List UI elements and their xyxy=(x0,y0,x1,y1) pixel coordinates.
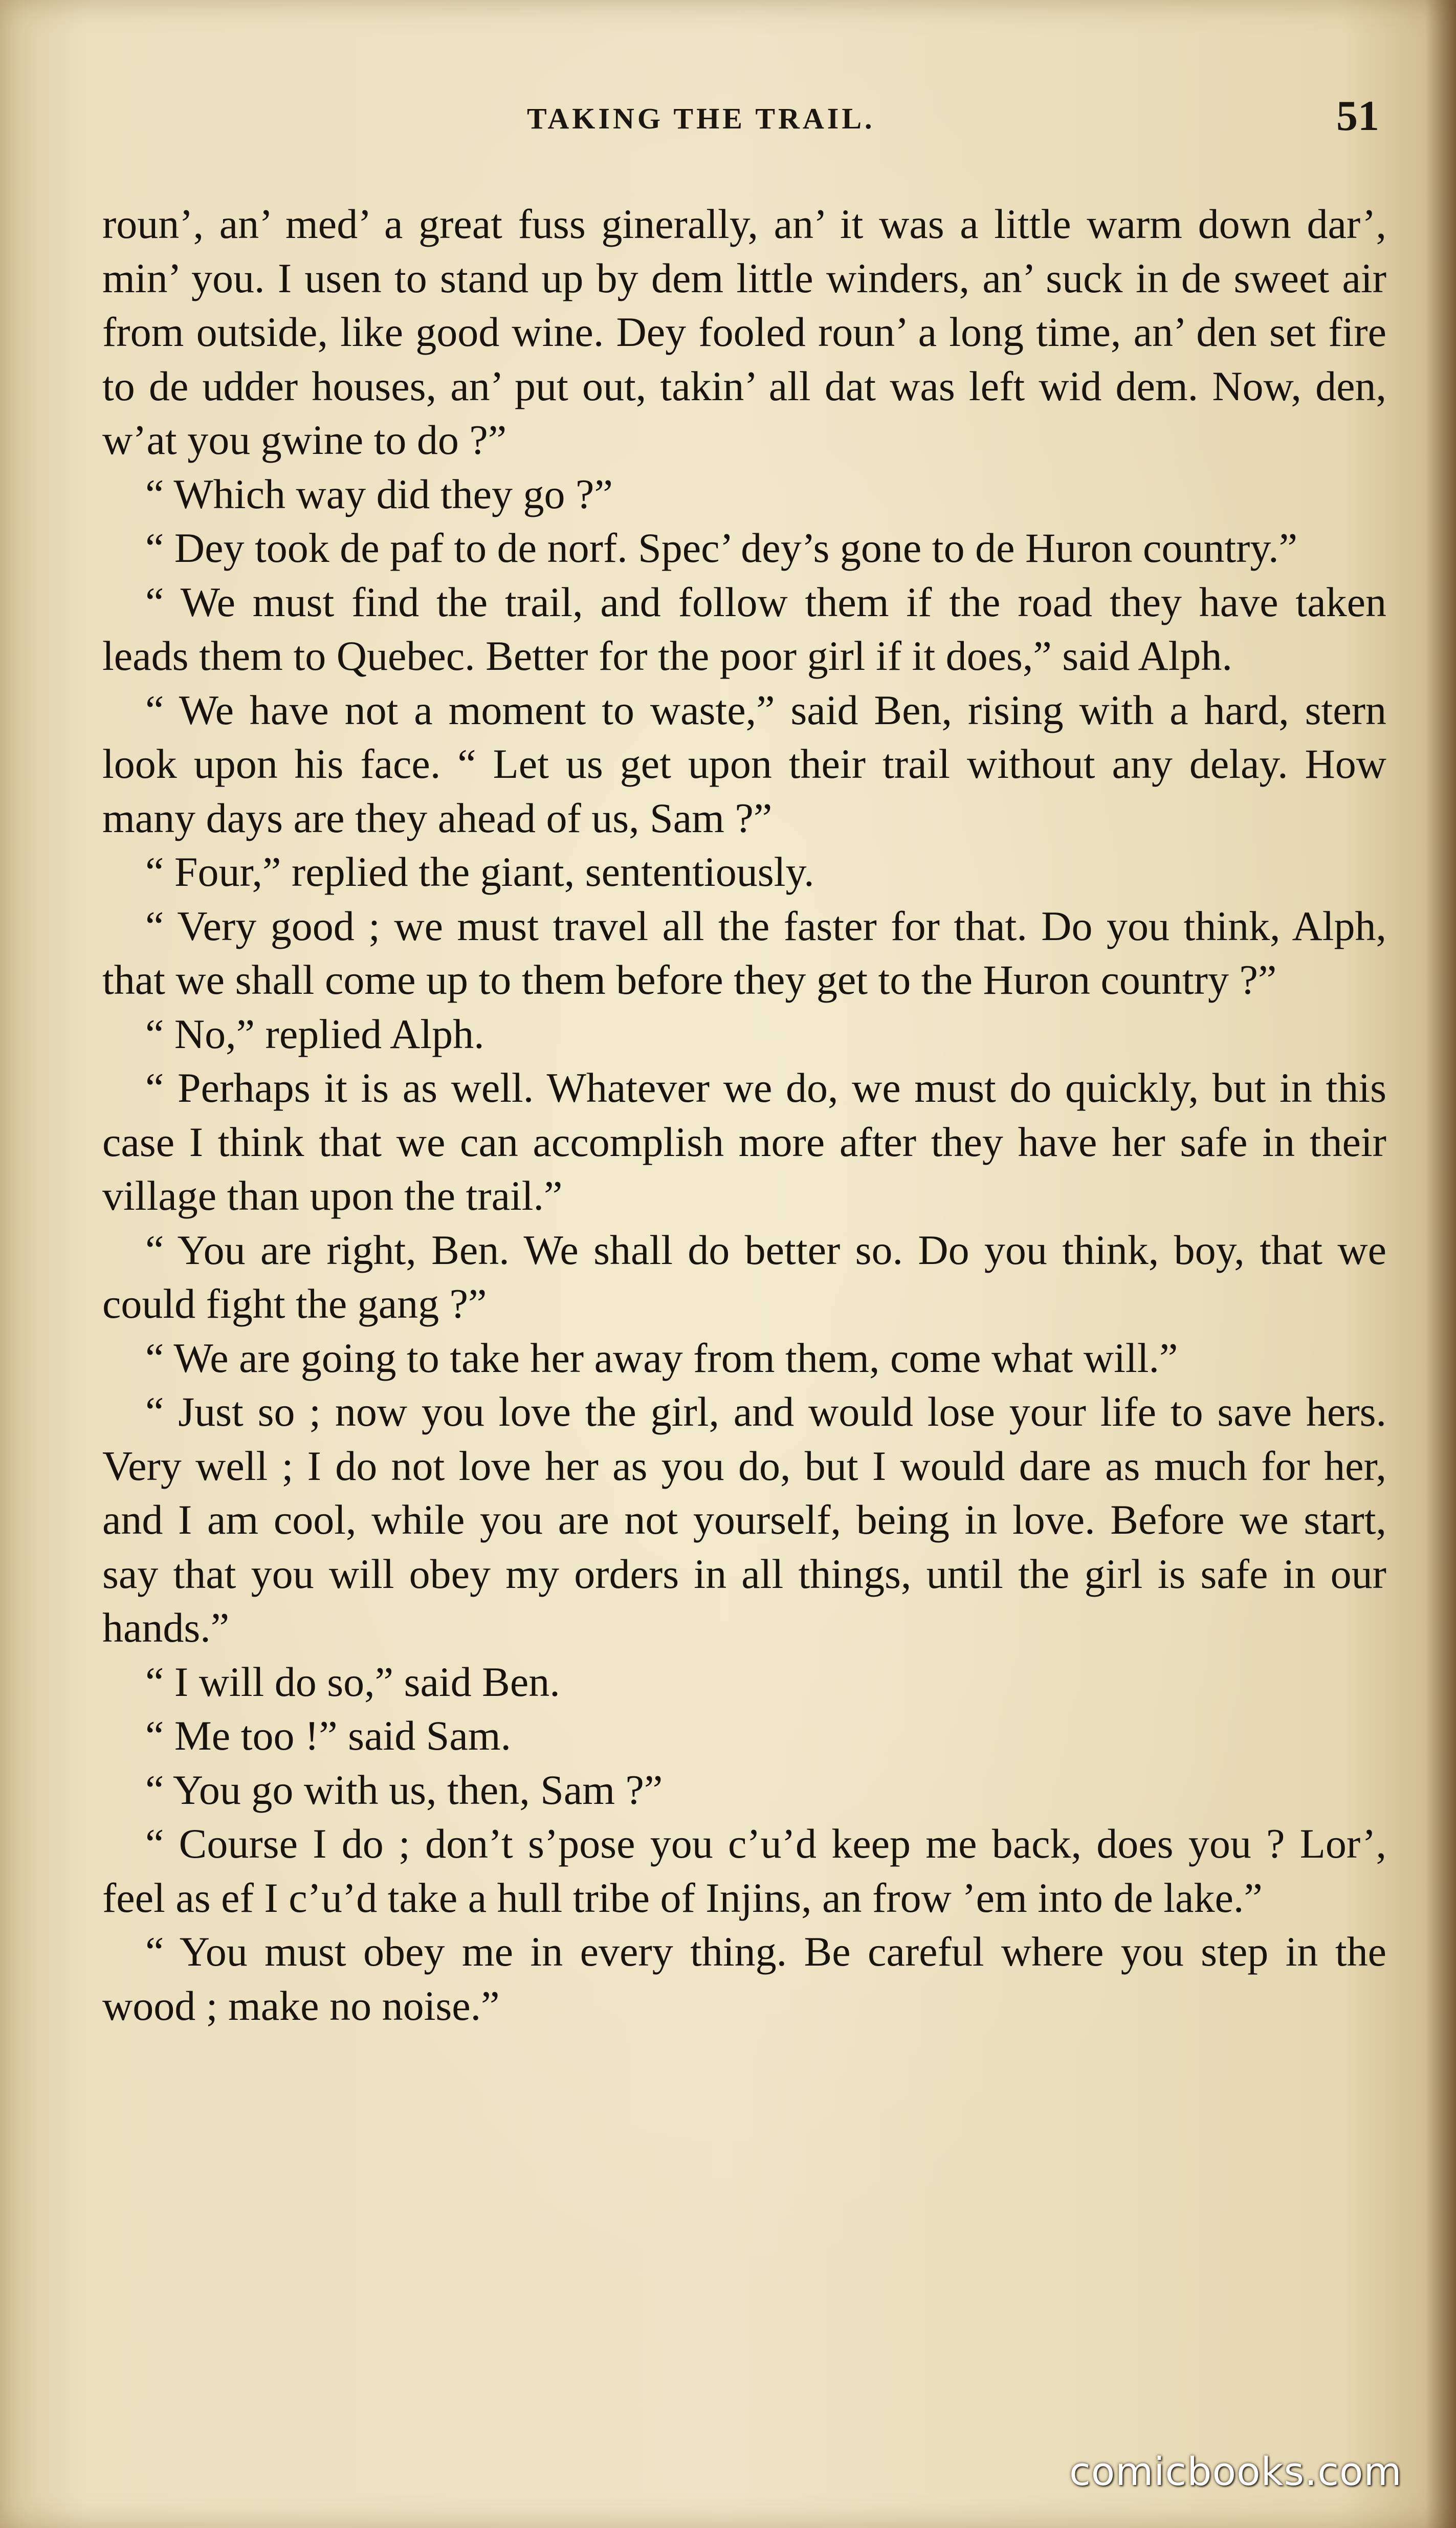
paragraph-12: “ Just so ; now you love the girl, and would lose your life to save hers. Very well ; I do not love her as you do, but I would dare as much for her, and I am cool, while you are not yourself, being in love. Before we start, say that you will obey my orders in all things, until the girl is safe in our hands.” xyxy=(102,1388,1386,1651)
paragraph-13: “ I will do so,” said Ben. xyxy=(145,1658,560,1705)
paragraph-1: roun’, an’ med’ a great fuss ginerally, an’ it was a little warm down dar’, min’ you. I usen to stand up by dem little winders, an’ suck in de sweet air from outside, like good wine. Dey fooled roun’ a long time, an’ den set fire to de udder houses, an’ put out, takin’ all dat was left wid dem. Now, den, w’at you gwine to do ?” xyxy=(102,201,1386,463)
paragraph-3: “ Dey took de paf to de norf. Spec’ dey’s gone to de Huron country.” xyxy=(145,525,1298,571)
paragraph-7: “ Very good ; we must travel all the faster for that. Do you think, Alph, that we shall come up to them before they get to the Huron country ?” xyxy=(102,902,1386,1003)
body-text xyxy=(102,197,1386,2033)
paragraph-4: “ We must find the trail, and follow them if the road they have taken leads them to Quebec. Better for the poor girl if it does,” said Alph. xyxy=(102,578,1386,679)
paragraph-9: “ Perhaps it is as well. Whatever we do, we must do quickly, but in this case I think that we can accomplish more after they have her safe in their village than upon the trail.” xyxy=(102,1064,1386,1219)
paragraph-16: “ Course I do ; don’t s’pose you c’u’d keep me back, does you ? Lor’, feel as ef I c’u’d take a hull tribe of Injins, an frow ’em into de lake.” xyxy=(102,1820,1386,1921)
site-watermark: comicbooks.com xyxy=(1069,2449,1402,2494)
paragraph-6: “ Four,” replied the giant, sententiously. xyxy=(145,848,814,895)
paragraph-11: “ We are going to take her away from them, come what will.” xyxy=(145,1334,1178,1381)
running-title: TAKING THE TRAIL. xyxy=(527,102,875,135)
running-header xyxy=(0,91,1456,147)
paragraph-10: “ You are right, Ben. We shall do better so. Do you think, boy, that we could fight the gang ?” xyxy=(102,1226,1386,1327)
paragraph-15: “ You go with us, then, Sam ?” xyxy=(145,1766,663,1813)
paragraph-17: “ You must obey me in every thing. Be careful where you step in the wood ; make no noise.” xyxy=(102,1928,1386,2029)
page-number: 51 xyxy=(1336,92,1379,140)
paragraph-8: “ No,” replied Alph. xyxy=(145,1010,484,1057)
paragraph-14: “ Me too !” said Sam. xyxy=(145,1712,512,1759)
paragraph-5: “ We have not a moment to waste,” said Ben, rising with a hard, stern look upon his face. “ Let us get upon their trail without any delay. How many days are they ahead of us, Sam ?” xyxy=(102,686,1386,841)
paragraph-2: “ Which way did they go ?” xyxy=(145,470,613,517)
